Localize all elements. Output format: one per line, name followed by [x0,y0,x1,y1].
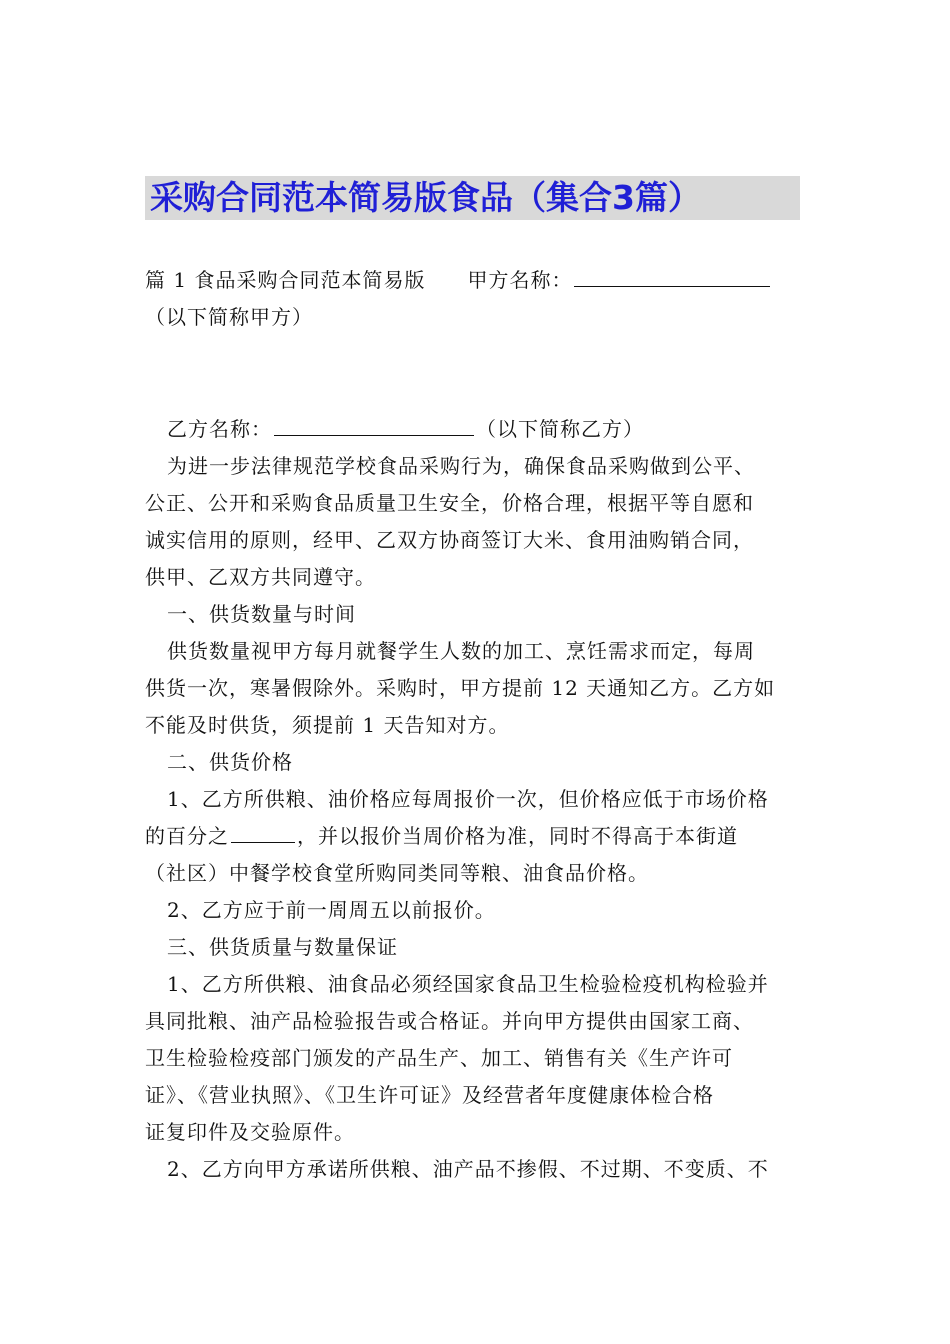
party-b-line [145,411,810,448]
section2-line: 2、乙方应于前一周周五以前报价。 [167,898,496,922]
intro-line: 为进一步法律规范学校食品采购行为，确保食品采购做到公平、 [167,454,755,478]
section2-heading: 二、供货价格 [167,750,293,774]
section3-line: 卫生检验检疫部门颁发的产品生产、加工、销售有关《生产许可 [145,1046,733,1070]
section1-line: 不能及时供货，须提前 1 天告知对方。 [145,713,510,737]
section2-line: 1、乙方所供粮、油价格应每周报价一次，但价格应低于市场价格 [167,787,769,811]
section1-heading: 一、供货数量与时间 [167,602,356,626]
section2-text-b: ，并以报价当周价格为准，同时不得高于本街道 [297,824,738,848]
section3-line: 2、乙方向甲方承诺所供粮、油产品不掺假、不过期、不变质、不 [167,1157,769,1181]
section1-line: 供货一次，寒暑假除外。采购时，甲方提前 12 天通知乙方。乙方如 [145,676,776,700]
party-b-blank [274,413,474,436]
header-line [145,262,810,299]
section3-line: 证》、《营业执照》、《卫生许可证》及经营者年度健康体检合格 [145,1083,714,1107]
intro-line: 诚实信用的原则，经甲、乙双方协商签订大米、食用油购销合同， [145,528,754,552]
section3-line: 1、乙方所供粮、油食品必须经国家食品卫生检验检疫机构检验并 [167,972,769,996]
header-block [145,262,810,336]
header-text: 篇 1 食品采购合同范本简易版 甲方名称： [145,268,573,292]
section2-line [145,818,810,855]
section3-heading: 三、供货质量与数量保证 [167,935,398,959]
percent-blank [231,820,295,843]
intro-line: 公正、公开和采购食品质量卫生安全，价格合理，根据平等自愿和 [145,491,754,515]
intro-line: 供甲、乙双方共同遵守。 [145,565,376,589]
document-title: 采购合同范本简易版食品（集合3篇） [150,178,701,217]
section3-line: 证复印件及交验原件。 [145,1120,355,1144]
section2-line: （社区）中餐学校食堂所购同类同等粮、油食品价格。 [145,861,649,885]
party-a-blank [574,264,770,287]
party-b-label: 乙方名称： [167,417,272,441]
main-body [145,411,810,1188]
header-line-cont: （以下简称甲方） [145,305,313,329]
party-b-suffix: （以下简称乙方） [476,417,644,441]
section3-line: 具同批粮、油产品检验报告或合格证。并向甲方提供由国家工商、 [145,1009,754,1033]
section2-text-a: 的百分之 [145,824,229,848]
section1-line: 供货数量视甲方每月就餐学生人数的加工、烹饪需求而定，每周 [167,639,755,663]
